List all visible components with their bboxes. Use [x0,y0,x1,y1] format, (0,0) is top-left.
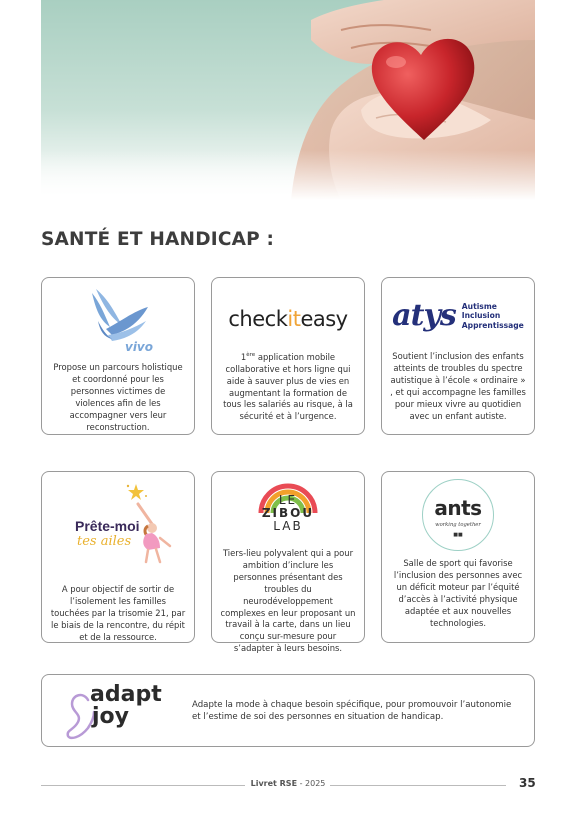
partner-card-adapt-joy [41,674,535,747]
card-description: Propose un parcours holistique et coordonné pour les personnes victimes de violences afin de les accompagner vers leur reconstruction. [53,362,183,432]
vivo-logo-text: vivo [125,340,154,354]
zibou-lab-logo-text [212,494,364,533]
adapt-joy-logo [64,684,174,740]
section-title: SANTÉ ET HANDICAP : [41,229,275,250]
adapt-joy-logo-line-adapt: adapt [90,682,162,707]
atys-tagline-inclusion: Inclusion [461,311,501,321]
hero-image [41,0,535,200]
checkiteasy-logo-part-easy: easy [300,307,348,331]
description-lead: 1 [240,351,247,362]
zibou-logo-line-zibou: ZIBOU [261,506,315,520]
atys-tagline [462,302,524,331]
checkiteasy-logo-part-check: check [228,307,288,331]
zibou-logo-line-lab: LAB [273,519,303,533]
description-superscript: ère [246,352,256,358]
ants-logo [382,478,534,552]
adapt-joy-logo-line-joy: joy [92,704,129,729]
atys-logo-text: atys [392,298,456,333]
zibou-logo-line-le: LE [278,493,298,507]
prete-moi-logo [42,476,194,566]
footer-label [0,779,576,788]
ants-logo-circle [422,479,494,551]
atys-tagline-autisme: Autisme [461,301,497,311]
partner-card-le-zibou-lab [211,471,365,654]
tes-ailes-logo-script: tes ailes [77,534,132,549]
zibou-lab-logo [212,478,364,546]
atys-logo [382,296,534,336]
hands-holding-heart-illustration [41,0,535,200]
partner-card-ants [381,471,535,643]
ants-logo-mark-icon: ■■ [453,532,463,538]
description-body: application mobile collaborative et hors ligne qui aide à sauver plus de vies en augmentant la formation de tous les salariés au risque, à la sécurité et à l’urgence. [223,351,353,422]
page-number: 35 [519,776,536,790]
vivo-logo [42,284,194,356]
ants-logo-text: ants [434,496,482,520]
ants-logo-tagline: working together [435,522,481,528]
prete-moi-logo-text: Prête-moi [75,518,140,534]
card-description: Soutient l’inclusion des enfants atteints de troubles du spectre autistique à l’école « ordinaire » , et qui accompagne les familles pour mieux vivre au quotidien avec un enfant autiste. [390,351,526,421]
partner-card-checkiteasy [211,277,365,435]
card-description: Salle de sport qui favorise l’inclusion des personnes avec un déficit moteur par l’équité d’accès à l’activité physique adaptée et aux nouvelles technologies. [393,558,523,628]
checkiteasy-logo-part-it: it [287,307,301,331]
card-description: Adapte la mode à chaque besoin spécifique, pour promouvoir l’autonomie et l’estime de soi des personnes en situation de handicap. [192,700,512,723]
checkiteasy-logo [212,304,364,334]
partner-card-vivo [41,277,195,435]
atys-tagline-apprentissage: Apprentissage [461,320,524,330]
footer-label-title: Livret RSE [250,779,298,788]
footer-year: 2025 [305,779,326,788]
footer-separator: - [297,779,306,788]
partner-card-prete-moi-tes-ailes [41,471,195,643]
card-description [220,350,356,423]
card-description: A pour objectif de sortir de l’isolement les familles touchées par la trisomie 21, par le biais de la rencontre, du répit et de la ressource. [50,584,186,642]
card-description: Tiers-lieu polyvalent qui a pour ambition d’inclure les personnes présentant des troubles du neurodéveloppement complexes en leur proposant un travail à la carte, dans un lieu conçu sur-mesure pour s’adapter à leurs besoins. [220,548,356,654]
adapt-joy-logo-text [90,684,162,728]
partner-card-atys [381,277,535,435]
